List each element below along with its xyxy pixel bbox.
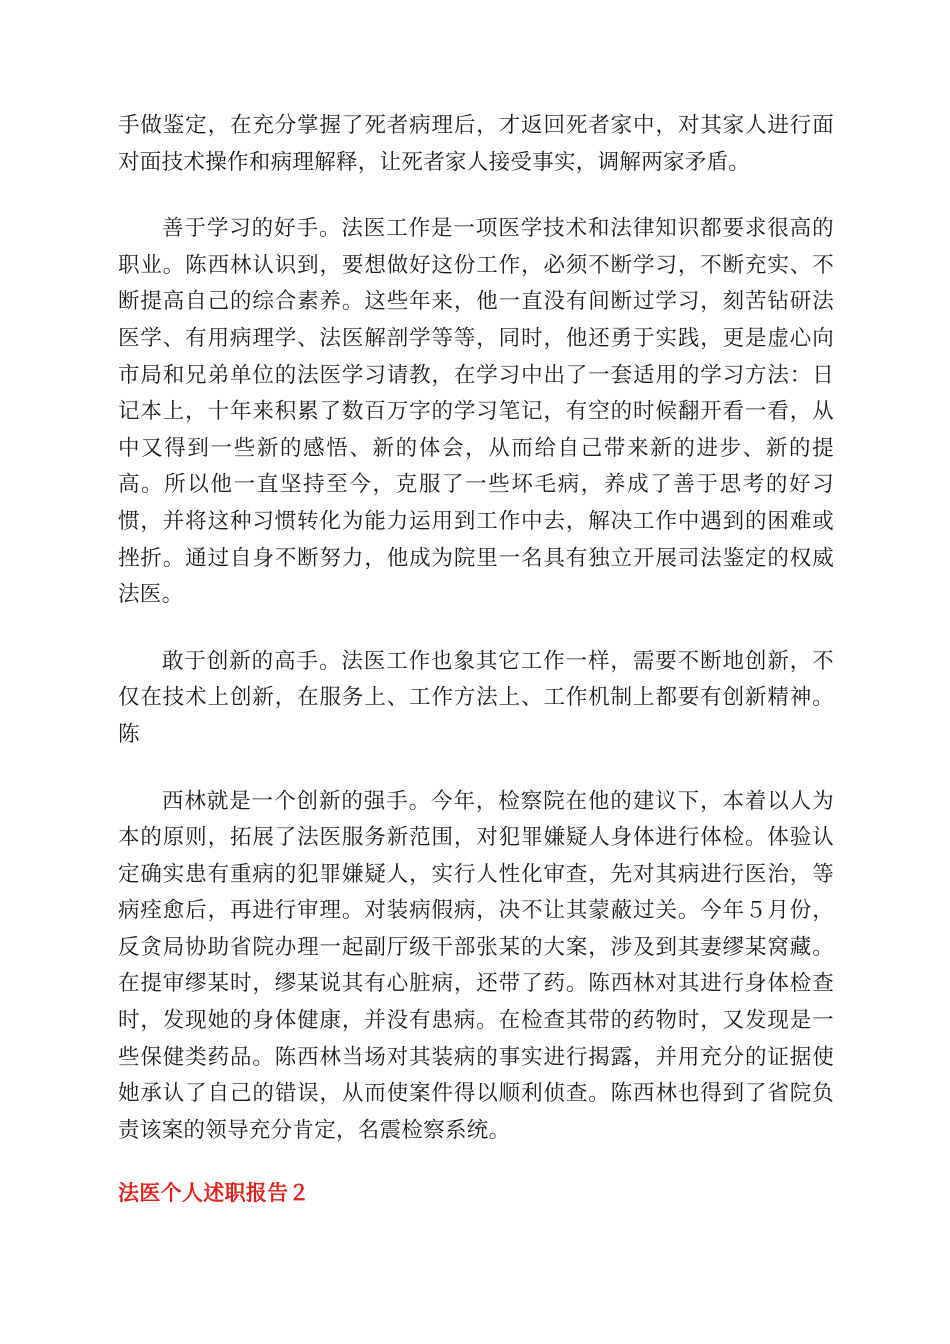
paragraph-innovation: 敢于创新的高手。法医工作也象其它工作一样，需要不断地创新，不仅在技术上创新，在服务上、工作方法上、工作机制上都要有创新精神。陈 bbox=[118, 648, 834, 747]
section-heading: 法医个人述职报告２ bbox=[118, 1181, 310, 1206]
paragraph-innovation-continued: 西林就是一个创新的强手。今年，检察院在他的建议下，本着以人为本的原则，拓展了法医服务新范围，对犯罪嫌疑人身体进行体检。体验认定确实患有重病的犯罪嫌疑人，实行人性化审查，先对其病进行医治，等病痊愈后，再进行审理。对装病假病，决不让其蒙蔽过关。今年５月份，反贪局协助省院办理一起副厅级干部张某的大案，涉及到其妻缪某窝藏。在提审缪某时，缪某说其有心脏病，还带了药。陈西林对其进行身体检查时，发现她的身体健康，并没有患病。在检查其带的药物时，又发现是一些保健类药品。陈西林当场对其装病的事实进行揭露，并用充分的证据使她承认了自己的错误，从而使案件得以顺利侦查。陈西林也得到了省院负责该案的领导充分肯定，名震检察系统。 bbox=[118, 788, 834, 1143]
document-body bbox=[118, 108, 834, 1211]
paragraph-continuation: 手做鉴定，在充分掌握了死者病理后，才返回死者家中，对其家人进行面对面技术操作和病理解释，让死者家人接受事实，调解两家矛盾。 bbox=[118, 113, 834, 175]
paragraph-learning: 善于学习的好手。法医工作是一项医学技术和法律知识都要求很高的职业。陈西林认识到，要想做好这份工作，必须不断学习，不断充实、不断提高自己的综合素养。这些年来，他一直没有间断过学习，刻苦钻研法医学、有用病理学、法医解剖学等等，同时，他还勇于实践，更是虚心向市局和兄弟单位的法医学习请教，在学习中出了一套适用的学习方法：日记本上，十年来积累了数百万字的学习笔记，有空的时候翻开看一看，从中又得到一些新的感悟、新的体会，从而给自己带来新的进步、新的提高。所以他一直坚持至今，克服了一些坏毛病，养成了善于思考的好习惯，并将这种习惯转化为能力运用到工作中去，解决工作中遇到的困难或挫折。通过自身不断努力，他成为院里一名具有独立开展司法鉴定的权威法医。 bbox=[118, 216, 834, 608]
